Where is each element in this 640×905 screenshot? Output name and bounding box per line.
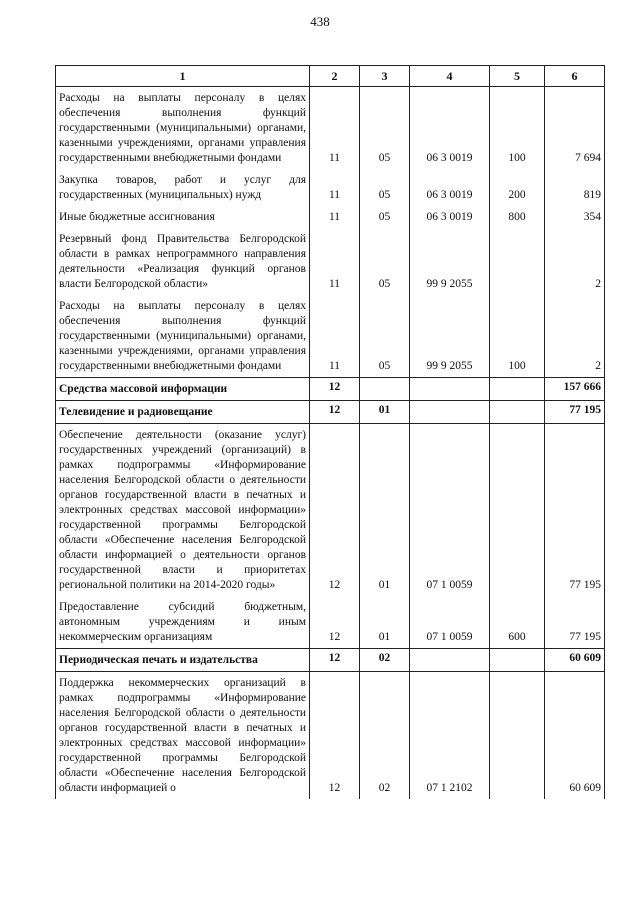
header-cell-3: 3 — [360, 66, 410, 87]
table-row — [56, 169, 605, 206]
row-subsection: 01 — [360, 596, 410, 649]
row-amount: 2 — [545, 295, 605, 378]
section-row — [56, 401, 605, 424]
row-subsection: 05 — [360, 228, 410, 295]
row-target-code: 06 3 0019 — [410, 87, 490, 170]
section-row — [56, 378, 605, 401]
header-cell-6: 6 — [545, 66, 605, 87]
row-section: 11 — [310, 169, 360, 206]
row-amount: 2 — [545, 228, 605, 295]
budget-table — [55, 65, 605, 799]
page-number: 438 — [310, 14, 330, 29]
table-row — [56, 228, 605, 295]
row-expense-type: 600 — [490, 596, 545, 649]
row-target-code — [410, 649, 490, 672]
row-target-code: 99 9 2055 — [410, 295, 490, 378]
row-amount: 77 195 — [545, 401, 605, 424]
row-name: Предоставление субсидий бюджетным, автономным учреждениям и иным некоммерческим организациям — [56, 596, 310, 649]
row-subsection — [360, 378, 410, 401]
row-amount: 60 609 — [545, 672, 605, 800]
row-expense-type: 200 — [490, 169, 545, 206]
table-row — [56, 87, 605, 170]
row-amount: 77 195 — [545, 596, 605, 649]
row-target-code: 06 3 0019 — [410, 169, 490, 206]
row-expense-type — [490, 649, 545, 672]
row-amount: 7 694 — [545, 87, 605, 170]
row-name: Поддержка некоммерческих организаций в рамках подпрограммы «Информирование населения Белгородской области о деятельности органов государственной власти в печатных и электронных средствах массовой информации» государственной программы Белгородской области «Обеспечение населения Белгородской области информацией о — [56, 672, 310, 800]
header-cell-4: 4 — [410, 66, 490, 87]
row-subsection: 01 — [360, 424, 410, 597]
row-expense-type — [490, 378, 545, 401]
header-cell-2: 2 — [310, 66, 360, 87]
row-expense-type: 100 — [490, 87, 545, 170]
row-name: Расходы на выплаты персоналу в целях обеспечения выполнения функций государственными (муниципальными) органами, казенными учреждениями, органами управления государственными внебюджетными фондами — [56, 295, 310, 378]
row-expense-type: 800 — [490, 206, 545, 228]
row-name: Расходы на выплаты персоналу в целях обеспечения выполнения функций государственными (муниципальными) органами, казенными учреждениями, органами управления государственными внебюджетными фондами — [56, 87, 310, 170]
row-amount: 354 — [545, 206, 605, 228]
row-name: Закупка товаров, работ и услуг для государственных (муниципальных) нужд — [56, 169, 310, 206]
row-amount: 77 195 — [545, 424, 605, 597]
row-subsection: 02 — [360, 649, 410, 672]
row-target-code: 06 3 0019 — [410, 206, 490, 228]
table-row — [56, 424, 605, 597]
section-name: Телевидение и радиовещание — [56, 401, 310, 424]
row-section: 12 — [310, 401, 360, 424]
section-row — [56, 649, 605, 672]
header-row — [56, 66, 605, 87]
row-target-code: 07 1 0059 — [410, 424, 490, 597]
row-target-code — [410, 401, 490, 424]
header-cell-5: 5 — [490, 66, 545, 87]
row-section: 12 — [310, 649, 360, 672]
row-subsection: 05 — [360, 169, 410, 206]
row-amount: 60 609 — [545, 649, 605, 672]
row-section: 12 — [310, 672, 360, 800]
row-target-code: 99 9 2055 — [410, 228, 490, 295]
table-row — [56, 295, 605, 378]
row-subsection: 05 — [360, 295, 410, 378]
header-cell-1: 1 — [56, 66, 310, 87]
row-amount: 819 — [545, 169, 605, 206]
row-subsection: 05 — [360, 206, 410, 228]
row-subsection: 05 — [360, 87, 410, 170]
row-target-code — [410, 378, 490, 401]
row-target-code: 07 1 2102 — [410, 672, 490, 800]
row-section: 11 — [310, 87, 360, 170]
row-expense-type — [490, 672, 545, 800]
row-expense-type: 100 — [490, 295, 545, 378]
table-row — [56, 206, 605, 228]
row-section: 12 — [310, 596, 360, 649]
row-name: Резервный фонд Правительства Белгородской области в рамках непрограммного направления деятельности «Реализация функций органов власти Белгородской области» — [56, 228, 310, 295]
row-expense-type — [490, 228, 545, 295]
row-target-code: 07 1 0059 — [410, 596, 490, 649]
row-section: 11 — [310, 295, 360, 378]
row-name: Обеспечение деятельности (оказание услуг) государственных учреждений (организаций) в рамках подпрограммы «Информирование населения Белгородской области о деятельности органов государственной власти в печатных и электронных средствах массовой информации» государственной программы Белгородской области «Обеспечение населения Белгородской области информацией о деятельности органов государственной власти и приоритетах региональной политики на 2014-2020 годы» — [56, 424, 310, 597]
section-name: Периодическая печать и издательства — [56, 649, 310, 672]
row-section: 12 — [310, 378, 360, 401]
table-row — [56, 596, 605, 649]
row-amount: 157 666 — [545, 378, 605, 401]
row-name: Иные бюджетные ассигнования — [56, 206, 310, 228]
row-section: 11 — [310, 206, 360, 228]
row-section: 12 — [310, 424, 360, 597]
section-name: Средства массовой информации — [56, 378, 310, 401]
row-subsection: 02 — [360, 672, 410, 800]
table-row — [56, 672, 605, 800]
row-section: 11 — [310, 228, 360, 295]
row-expense-type — [490, 424, 545, 597]
row-subsection: 01 — [360, 401, 410, 424]
row-expense-type — [490, 401, 545, 424]
